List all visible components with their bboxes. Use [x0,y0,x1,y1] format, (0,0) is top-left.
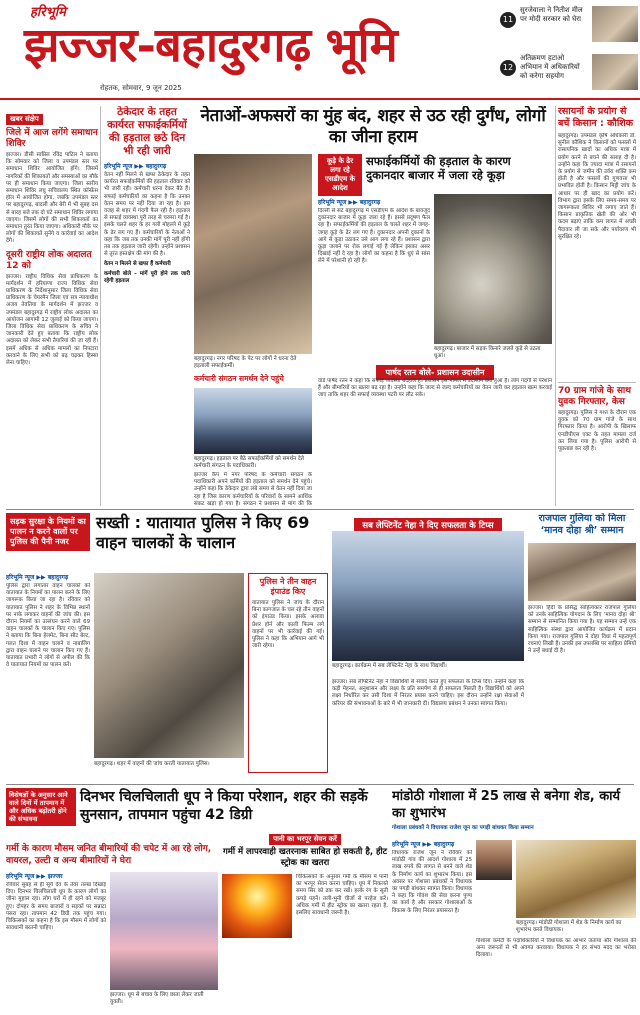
ear-photo [592,6,638,42]
garbage-headline[interactable]: सफाईकर्मियों की हड़ताल के कारण दुकानदार बाजार में जला रहे कूड़ा [366,154,511,182]
success-body: झज्जर। सब लेफ्टिनेंट नेहा ने विद्यार्थियों से संवाद करते हुए सफलता के टिप्स दिए। उन्होंने कहा कि कड़ी मेहनत, अनुशासन और लक्ष्य के प्रति समर्पण से ही सफलता मिलती है। विद्यार्थियों को अपने लक्ष्य निर्धारित कर उसी दिशा में निरंतर प्रयास करने चाहिए। इस दौरान उन्होंने रक्षा सेवाओं में करियर की संभावनाओं के बारे में भी जानकारी दी। विद्यालय प्रबंधन ने उनका स्वागत किया। [332,679,524,707]
column-divider [100,106,101,506]
heat-box-body: चिकित्सकों के अनुसार गर्मी के मौसम में पानी का भरपूर सेवन करना चाहिए। धूप में निकलते समय सिर को ढक कर रखें। हल्के रंग के सूती कपड़े पहनें। तली-भुनी चीजों से परहेज करें। अधिक गर्मी में हीट स्ट्रोक का खतरा रहता है, इसलिए सावधानी जरूरी है। [296,874,388,917]
ear-text: सुरजेवाला ने नितीश मील पर मोदी सरकार को घेरा [520,6,583,23]
gaushala-headline[interactable]: मांडोठी गोशाला में 25 लाख से बनेगा शेड, कार्य का शुभारंभ [392,789,621,821]
gaushala-photo-caption: बहादुरगढ़। मांडोठी गोशाला में शेड के निर्माण कार्य का शुभारंभ करते विधायक। [516,920,622,933]
traffic-photo-caption: बहादुरगढ़। शहर में वाहनों की जांच करती यातायात पुलिस। [94,761,210,767]
ear-teaser-1[interactable] [500,4,640,44]
gaushala-body-2: गोशाला कमेटी के पदाधिकारियों ने विधायक का आभार जताया और गोशाला की अन्य जरूरतों से भी अवगत करवाया। विधायक ने हर संभव मदद का भरोसा दिलाया। [476,938,636,959]
road-safety-headline[interactable]: सख्ती : यातायात पुलिस ने किए 69 वाहन चालकों के चालान [96,513,310,552]
road-safety-body: पुलिस द्वारा लगातार वाहन चालकों को यातायात के नियमों का पालन करने के लिए जागरूक किया जा रहा है। रविवार को यातायात पुलिस ने शहर के विभिन्न स्थानों पर नाके लगाकर वाहनों की जांच की। इस दौरान नियमों का उल्लंघन करने वाले 69 वाहन चालकों के चालान किए गए। पुलिस ने बताया कि बिना हेलमेट, बिना सीट बेल्ट, गलत दिशा में वाहन चलाने व नाबालिग द्वारा वाहन चलाने पर चालान किए गए हैं। यातायात प्रभारी ने लोगों से अपील की कि वे यातायात नियमों का पालन करें। [6,583,90,669]
gaushala-story [392,788,636,1013]
lead-photo-caption: बहादुरगढ़। नगर परिषद के पेट पर लोगों ने धरना देते हड़ताली सफाईकर्मी। [194,356,297,369]
gaushala-body: विधायक राजेश जून ने रविवार को मांडोठी गांव की आदर्श गोशाला में 25 लाख रुपये की लागत से बनने वाले शेड के निर्माण कार्य का शुभारंभ किया। इस अवसर पर गोशाला प्रबंधकों ने विधायक का पगड़ी बांधकर स्वागत किया। विधायक ने कहा कि गोवंश की सेवा करना पुण्य का कार्य है और सरकार गोशालाओं के विकास के लिए निरंतर प्रयासरत है। [392,850,472,914]
success-photo-caption: बहादुरगढ़। कार्यक्रम में सब लेफ्टिनेंट नेहा के साथ विद्यार्थी। [332,663,447,669]
impound-headline[interactable]: पुलिस ने तीन वाहन इंपाउंड किए [259,577,317,596]
garbage-body-2: वार्ड पार्षद रतन ने कहा कि सफाई व्यवस्था बदहाल है। प्रशासन इस मामले में उदासीन बना हुआ है। लोग गंदगी से परेशान हैं और बीमारियों का खतरा बढ़ रहा है। उन्होंने कहा कि जल्द से जल्द कर्मचारियों का वेतन जारी कर हड़ताल खत्म करवाई जाए ताकि शहर की सफाई व्यवस्था पटरी पर लौट सके। [318,378,552,399]
lead-story [194,106,552,506]
contractor-bullet: वेतन न मिलने से खफा हैं कर्मचारी [104,261,171,268]
column-divider [555,106,556,506]
garbage-burning-photo [434,194,552,344]
rajpal-photo [528,543,636,601]
ear-teaser-2[interactable] [500,52,640,92]
garbage-tag: कूड़े के ढेर लगा रहे एसडीएम के आदेश [318,154,362,196]
garbage-story [318,154,552,506]
ear-text: अतिक्रमण हटाओ अभियान में अधिकारियों को करेगा सहयोग [520,54,580,80]
lead-headline[interactable]: नेताओं-अफसरों का मुंह बंद, शहर से उठ रही दुर्गंध, लोगों का जीना हराम [200,106,546,147]
umbrella-photo [110,872,218,990]
heat-tag: विशेषज्ञों के अनुसार आने वाले दिनों में तापमान में और अधिक बढ़ोतरी होने की संभावना [6,788,76,826]
heat-byline: हरिभूमि न्यूज ▶▶ झज्जर [6,873,63,880]
shed-ceremony-photo [516,840,636,918]
umbrella-photo-caption: झज्जर। धूप से बचाव के लिए छाता लेकर जाती युवती। [110,992,204,1005]
rajpal-story [528,513,636,781]
success-tag[interactable]: सब लेफ्टिनेंट नेहा ने दिए सफलता के टिप्स [354,518,501,533]
lead-body: झज्जर कैंप में नगर परिषद के कर्मचारी संगठन के पदाधिकारी अपने कर्मियों की हड़ताल को समर्थन देने पहुंचे। उन्होंने कहा कि ठेकेदार द्वारा लंबे समय से वेतन नहीं दिया जा रहा है जिस कारण कर्मचारियों के परिवारों के सामने आर्थिक संकट खड़ा हो गया है। संगठन ने प्रशासन से मांग की कि [194,472,312,506]
brief-column [6,106,98,506]
heat-subhead[interactable]: गर्मी के कारण मौसम जनित बीमारियों की चपेट में आ रहे लोग, वायरल, उल्टी व अन्य बीमारियों ने घेरा [6,844,212,866]
thermometer-sun-photo [222,874,292,938]
contractor-bullets [104,261,190,285]
mla-portrait [476,840,512,880]
lead-photo-strikers [194,154,312,354]
traffic-police-photo [94,573,244,758]
fertilizer-headline[interactable]: रसायनों के प्रयोग से बचें किसान : कौशिक [558,106,634,129]
ear-number: 11 [500,12,516,28]
brief-headline-1[interactable]: जिले में आज लगेंगे समाधान शिविर [6,128,98,149]
gaushala-top-caption: गोशाला प्रबंधकों ने विधायक राजेश जून का पगड़ी बांधकर किया सम्मान [392,825,534,831]
contractor-bullet: कर्मचारी बोले – मांगें पूरी होने तक जारी रहेगी हड़ताल [104,270,190,284]
section-divider [6,509,634,510]
impound-box [248,573,328,773]
newspaper-title: झज्जर-बहादुरगढ़ भूमि [24,18,397,73]
heat-box-headline[interactable]: गर्मी में लापरवाही खतरनाक साबित हो सकती है, हीट स्ट्रोक का खतरा [222,847,388,868]
brand-small: हरिभूमि [30,5,66,20]
garbage-photo-caption: बहादुरगढ़। बाजार में सड़क किनारे जलते कूड़े से उठता धुआं। [434,346,541,359]
road-safety-byline: हरिभूमि न्यूज ▶▶ बहादुरगढ़ [6,574,69,581]
brief-body-2: झज्जर। राष्ट्रीय विधिक सेवा प्राधिकरण के मार्गदर्शन में हरियाणा राज्य विधिक सेवा प्राधिकरण के निर्देशानुसार जिला विधिक सेवा प्राधिकरण के चेयरमैन जिला एवं सत्र न्यायाधीश अजय तेवतिया के मार्गदर्शन में झज्जर व उपमंडल बहादुरगढ़ में राष्ट्रीय लोक अदालत का आयोजन आगामी 12 जुलाई को किया जाएगा। जिला विधिक सेवा प्राधिकरण के सचिव ने जानकारी देते हुए बताया कि राष्ट्रीय लोक अदालत को लेकर सभी तैयारियां की जा रही हैं। इसमें अधिक से अधिक मामलों का निपटारा करवाने के लिए सभी को बढ़ चढ़कर हिस्सा लेना चाहिए। [6,273,98,367]
ear-number: 12 [500,60,516,76]
masthead [0,0,640,100]
impound-body: यातायात पुलिस ने जांच के दौरान बिना कागजात के चल रहे तीन वाहनों को इंपाउंड किया। इसके अलावा प्रेशर हॉर्न और काली फिल्म लगे वाहनों पर भी कार्रवाई की गई। पुलिस ने कहा कि अभियान आगे भी जारी रहेगा। [252,600,324,650]
garbage-byline: हरिभूमि न्यूज ▶▶ बहादुरगढ़ [318,199,381,206]
fertilizer-body: बहादुरगढ़। उपमंडल कृषि अधिकारी डॉ. सुनील कौशिक ने किसानों को फसलों में रासायनिक खादों का अधिक मात्रा में प्रयोग करने से बचने की सलाह दी है। उन्होंने कहा कि ज्यादा मात्रा में रसायनों के प्रयोग से जमीन की उर्वरा शक्ति कम होती है और फसलों की गुणवत्ता भी प्रभावित होती है। किसान मिट्टी जांच के आधार पर ही खाद का प्रयोग करें। विभाग द्वारा इसके लिए समय-समय पर जागरूकता शिविर भी लगाए जाते हैं। किसान प्राकृतिक खेती की ओर भी कदम बढ़ाएं ताकि कम लागत में अच्छी पैदावार ली जा सके और पर्यावरण भी सुरक्षित रहे। [558,133,636,240]
heat-headline[interactable]: दिनभर चिलचिलाती धूप ने किया परेशान, शहर की सड़कें सुनसान, तापमान पहुंचा 42 डिग्री [80,789,368,823]
contractor-body: वेतन नहीं मिलने से खफा ठेकेदार के तहत कार्यरत सफाईकर्मियों की हड़ताल रविवार को भी जारी रही। कर्मचारी धरना देकर बैठे हैं। सफाई कर्मचारियों का कहना है कि उनका वेतन समय पर नहीं दिया जा रहा है। इस वजह से शहर में गंदगी फैल रही है। हड़ताल से सफाई व्यवस्था पूरी तरह से चरमरा गई है। इसके चलते शहर के हर गली मोहल्ले में कूड़े के ढेर लग गए हैं। कर्मचारियों के नेताओं ने कहा कि जब तक उनकी मांगें पूरी नहीं होंगी तब तक हड़ताल जारी रहेगी। उन्होंने प्रशासन से तुरंत हस्तक्षेप की मांग की है। [104,172,190,258]
heat-body: रविवार सुबह से ही सूर्य देव के तेवर तल्ख दिखाई दिए। दिनभर चिलचिलाती धूप के कारण लोगों का जीना मुहाल रहा। लोग घरों में ही रहने को मजबूर हुए। दोपहर के समय बाजारों व सड़कों पर सन्नाटा पसरा रहा। तापमान 42 डिग्री तक पहुंच गया। चिकित्सकों का कहना है कि इस मौसम में लोगों को सावधानी बरतनी चाहिए। [6,882,106,932]
rajpal-headline[interactable]: राजपाल गुलिया को मिला ‘मानव दोहा श्री’ सम्मान [538,513,626,536]
brief-body-1: झज्जर। डीसी स्वप्निल रविंद्र पाटिल ने बताया कि सोमवार को जिला व उपमंडल स्तर पर समाधान शिविर आयोजित होंगे। जिसमें नागरिकों की शिकायतों और समस्याओं का मौके पर ही समाधान किया जाएगा। जिला स्तरीय समाधान शिविर लघु सचिवालय स्थित कॉन्फ्रेंस हॉल में आयोजित होगा, जबकि उपमंडल स्तर पर बहादुरगढ़, बादली और बेरी में भी सुबह दस से बारह बजे तक दो घंटे समाधान शिविर लगाया जाएगा। जिसमें लोगों की सभी शिकायतों का समाधान तुरंत किया जाएगा। अधिकारी मौके पर लोगों की शिकायतें सुनेंगे व कार्रवाई का आदेश देंगे। [6,152,98,245]
section-divider [6,784,634,785]
lead-subhead: कर्मचारी संगठन समर्थन देने पहुंचे [194,374,284,383]
brief-tag: खबर संक्षेप [6,114,43,125]
heat-story [6,788,388,1013]
right-column [558,106,636,506]
ear-photo [592,54,638,90]
heat-advice-box [222,826,388,1013]
road-safety-story [6,513,328,781]
gaushala-byline: हरिभूमि न्यूज ▶▶ बहादुरगढ़ [392,841,455,848]
contractor-story [104,106,190,506]
lead-photo-supporters [194,388,312,454]
road-safety-tag: सड़क सुरक्षा के नियमों का पालन न करने वालों पर पुलिस की पैनी नजर [6,513,90,551]
lead-photo2-caption: बहादुरगढ़। हड़ताल पर बैठे सफाईकर्मियों को समर्थन देते कर्मचारी संगठन के पदाधिकारी। [194,456,304,469]
contractor-headline[interactable]: ठेकेदार के तहत कार्यरत सफाईकर्मियों की हड़ताल छठे दिन भी रही जारी [107,106,187,157]
garbage-body: दिल्ली से सटे बहादुरगढ़ में एसडीएम के आदेश के बावजूद दुकानदार बाजार में कूड़ा जला रहे हैं। इससे प्रदूषण फैल रहा है। सफाईकर्मियों की हड़ताल के चलते शहर में जगह-जगह कूड़े के ढेर लग गए हैं। दुकानदार अपनी दुकानों के आगे से कूड़ा उठाकर उसे आग लगा रहे हैं। प्रशासन द्वारा कूड़ा जलाने पर रोक लगाई गई है लेकिन इसका असर दिखाई नहीं दे रहा है। लोगों का कहना है कि धुएं से सांस लेने में परेशानी हो रही है। [318,208,430,265]
ganja-headline[interactable]: 70 ग्राम गांजे के साथ युवक गिरफ्तार, केस [558,382,636,408]
rajpal-body: झज्जर। हिंदी के प्रसिद्ध साहित्यकार राजपाल गुलिया को उनके साहित्यिक योगदान के लिए ‘मानव दोहा श्री’ सम्मान से सम्मानित किया गया है। यह सम्मान उन्हें एक साहित्यिक संस्था द्वारा आयोजित कार्यक्रम में प्रदान किया गया। राजपाल गुलिया ने दोहा विधा में महत्वपूर्ण रचनाएं लिखी हैं। उनकी इस उपलब्धि पर साहित्य प्रेमियों ने उन्हें बधाई दी है। [528,605,636,655]
brief-headline-2[interactable]: दूसरी राष्ट्रीय लोक अदालत 12 को [6,249,92,271]
garbage-subtag: पार्षद रतन बोले- प्रशासन उदासीन [376,365,495,380]
students-group-photo [332,531,524,661]
success-tips-story [332,513,524,781]
heat-box-tag: पानी का भरपूर सेवन करें [269,834,341,845]
dateline: रोहतक, सोमवार, 9 जून 2025 [100,84,182,92]
contractor-byline: हरिभूमि न्यूज ▶▶ बहादुरगढ़ [104,163,167,170]
ganja-body: बहादुरगढ़। पुलिस ने गश्त के दौरान एक युवक को 70 ग्राम गांजे के साथ गिरफ्तार किया है। आरोपी के खिलाफ एनडीपीएस एक्ट के तहत मामला दर्ज कर लिया गया है। पुलिस आरोपी से पूछताछ कर रही है। [558,410,636,453]
